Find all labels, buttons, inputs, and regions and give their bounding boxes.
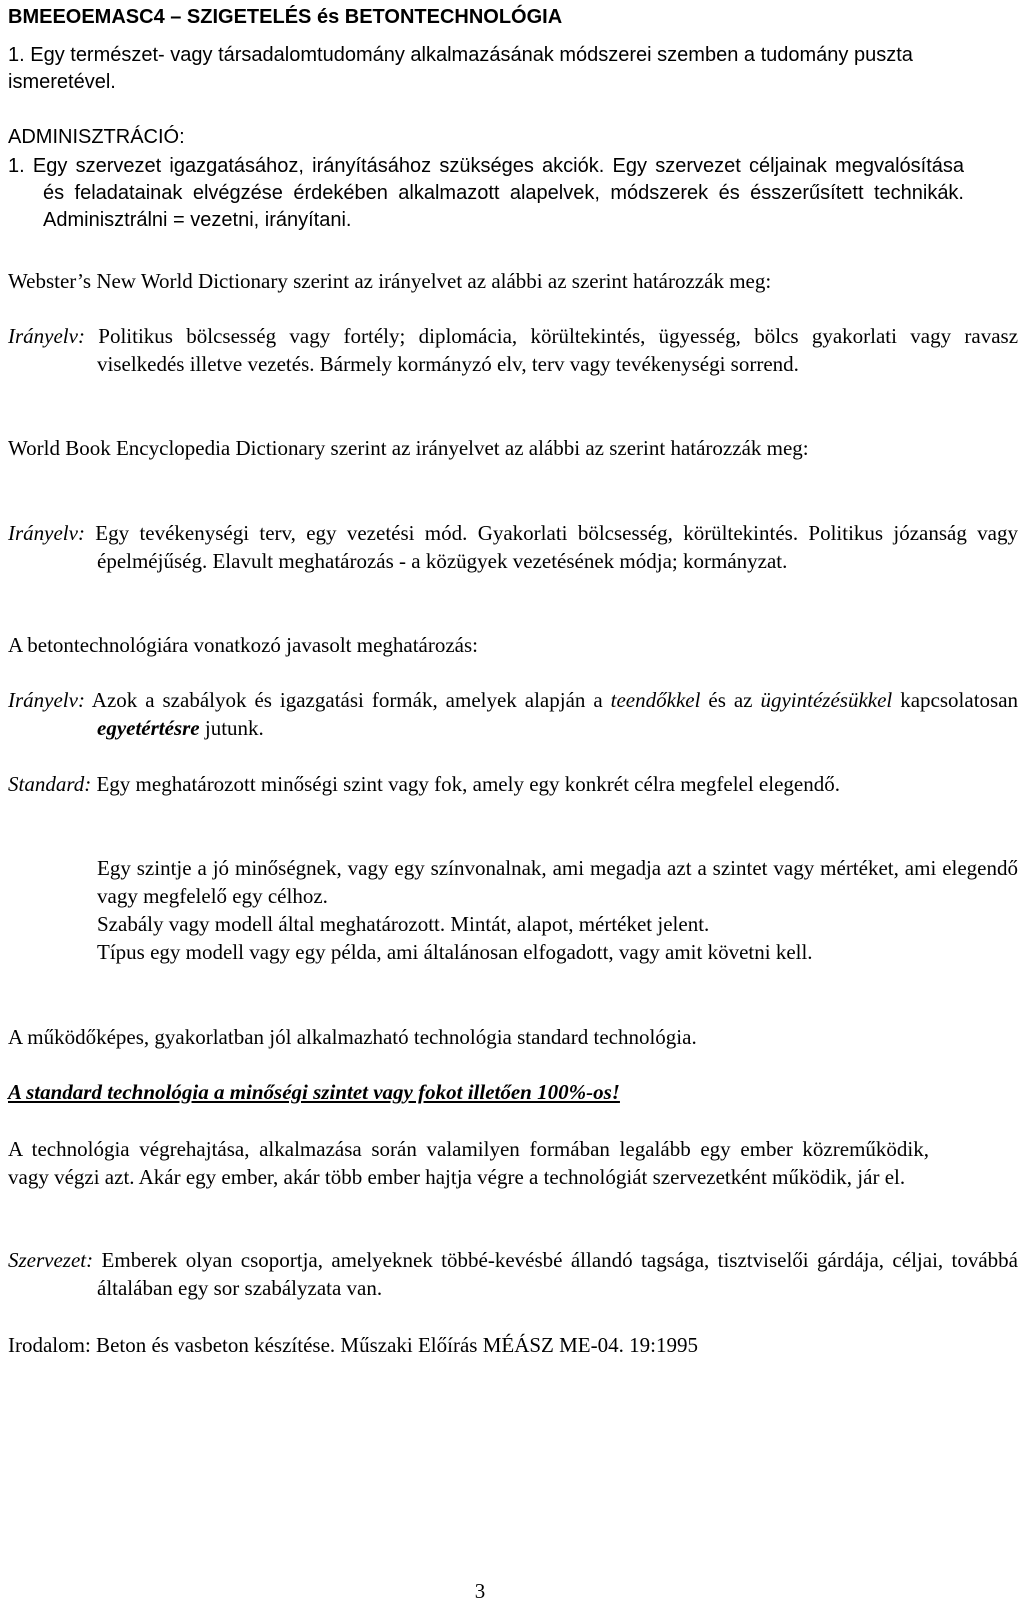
iranyelv-label: Irányelv:: [8, 521, 85, 545]
term-egyetertesre: egyetértésre: [97, 716, 200, 740]
standard-extra-2: Szabály vagy modell által meghatározott. Mintát, alapot, mértéket jelent.: [97, 912, 710, 936]
standard-technology-statement: A standard technológia a minőségi szintet vagy fokot illetően 100%-os!: [8, 1080, 620, 1104]
beton-definition: [8, 686, 1018, 742]
term-teendokkel: teendőkkel: [610, 688, 701, 712]
technology-execution: A technológia végrehajtása, alkalmazása során valamilyen formában legalább egy ember közreműködik, vagy végzi azt. Akár egy ember, akár több ember hajtja végre a technológiát szervezetként működik, jár el.: [8, 1137, 929, 1189]
webster-definition-text: Politikus bölcsesség vagy fortély; diplomácia, körültekintés, ügyesség, bölcs gyakorlati vagy ravasz viselkedés illetve vezetés. Bármely kormányzó elv, terv vagy tevékenységi sorrend.: [97, 324, 1018, 376]
webster-intro: Webster’s New World Dictionary szerint az irányelvet az alábbi az szerint határozzák meg:: [8, 269, 772, 293]
szervezet-definition: [8, 1246, 1018, 1302]
beton-definition-text: és az: [708, 688, 753, 712]
worldbook-intro: World Book Encyclopedia Dictionary szerint az irányelvet az alábbi az szerint határozzák meg:: [8, 436, 809, 460]
beton-definition-text: jutunk.: [204, 716, 264, 740]
szervezet-label: Szervezet:: [8, 1248, 94, 1272]
page-number: 3: [474, 1579, 486, 1603]
standard-extra-1: Egy szintje a jó minőségnek, vagy egy színvonalnak, ami megadja azt a szintet vagy mértéket, ami elegendő vagy megfelelő egy célhoz.: [97, 856, 1018, 908]
szervezet-definition-text: Emberek olyan csoportja, amelyeknek többé-kevésbé állandó tagsága, tisztviselői gárdája, céljai, továbbá általában egy sor szabályzata van.: [97, 1248, 1018, 1300]
admin-heading: ADMINISZTRÁCIÓ:: [8, 126, 185, 148]
document-title: BMEEOEMASC4 – SZIGETELÉS és BETONTECHNOLÓGIA: [8, 6, 563, 28]
webster-definition: [8, 322, 1018, 378]
iranyelv-label: Irányelv:: [8, 324, 85, 348]
beton-intro: A betontechnológiára vonatkozó javasolt meghatározás:: [8, 633, 479, 657]
worldbook-definition-text: Egy tevékenységi terv, egy vezetési mód. Gyakorlati bölcsesség, körültekintés. Politikus józanság vagy épelméjűség. Elavult meghatározás - a közügyek vezetésének módja; kormányzat.: [95, 521, 1018, 573]
working-technology: A működőképes, gyakorlatban jól alkalmazható technológia standard technológia.: [8, 1025, 697, 1049]
standard-definition-text: Egy meghatározott minőségi szint vagy fok, amely egy konkrét célra megfelel elegendő.: [96, 772, 840, 796]
beton-definition-text: kapcsolatosan: [900, 688, 1018, 712]
worldbook-definition: [8, 519, 1018, 575]
term-ugyintezesukkel: ügyintézésükkel: [760, 688, 893, 712]
numbered-item-1: 1. Egy természet- vagy társadalomtudomány alkalmazásának módszerei szemben a tudomány puszta ismeretével.: [8, 44, 913, 93]
iranyelv-label: Irányelv:: [8, 688, 85, 712]
standard-definition: [8, 770, 1018, 798]
beton-definition-text: Azok a szabályok és igazgatási formák, amelyek alapján a: [91, 688, 603, 712]
irodalom-reference: Irodalom: Beton és vasbeton készítése. Műszaki Előírás MÉÁSZ ME-04. 19:1995: [8, 1333, 698, 1357]
standard-extra-3: Típus egy modell vagy egy példa, ami általánosan elfogadott, vagy amit követni kell.: [97, 940, 813, 964]
admin-item: 1. Egy szervezet igazgatásához, irányításához szükséges akciók. Egy szervezet céljainak megvalósítása és feladatainak elvégzése érdekében alkalmazott alapelvek, módszerek és ésszerűsített technikák. Adminisztrálni = vezetni, irányítani.: [8, 155, 964, 231]
standard-label: Standard:: [8, 772, 92, 796]
